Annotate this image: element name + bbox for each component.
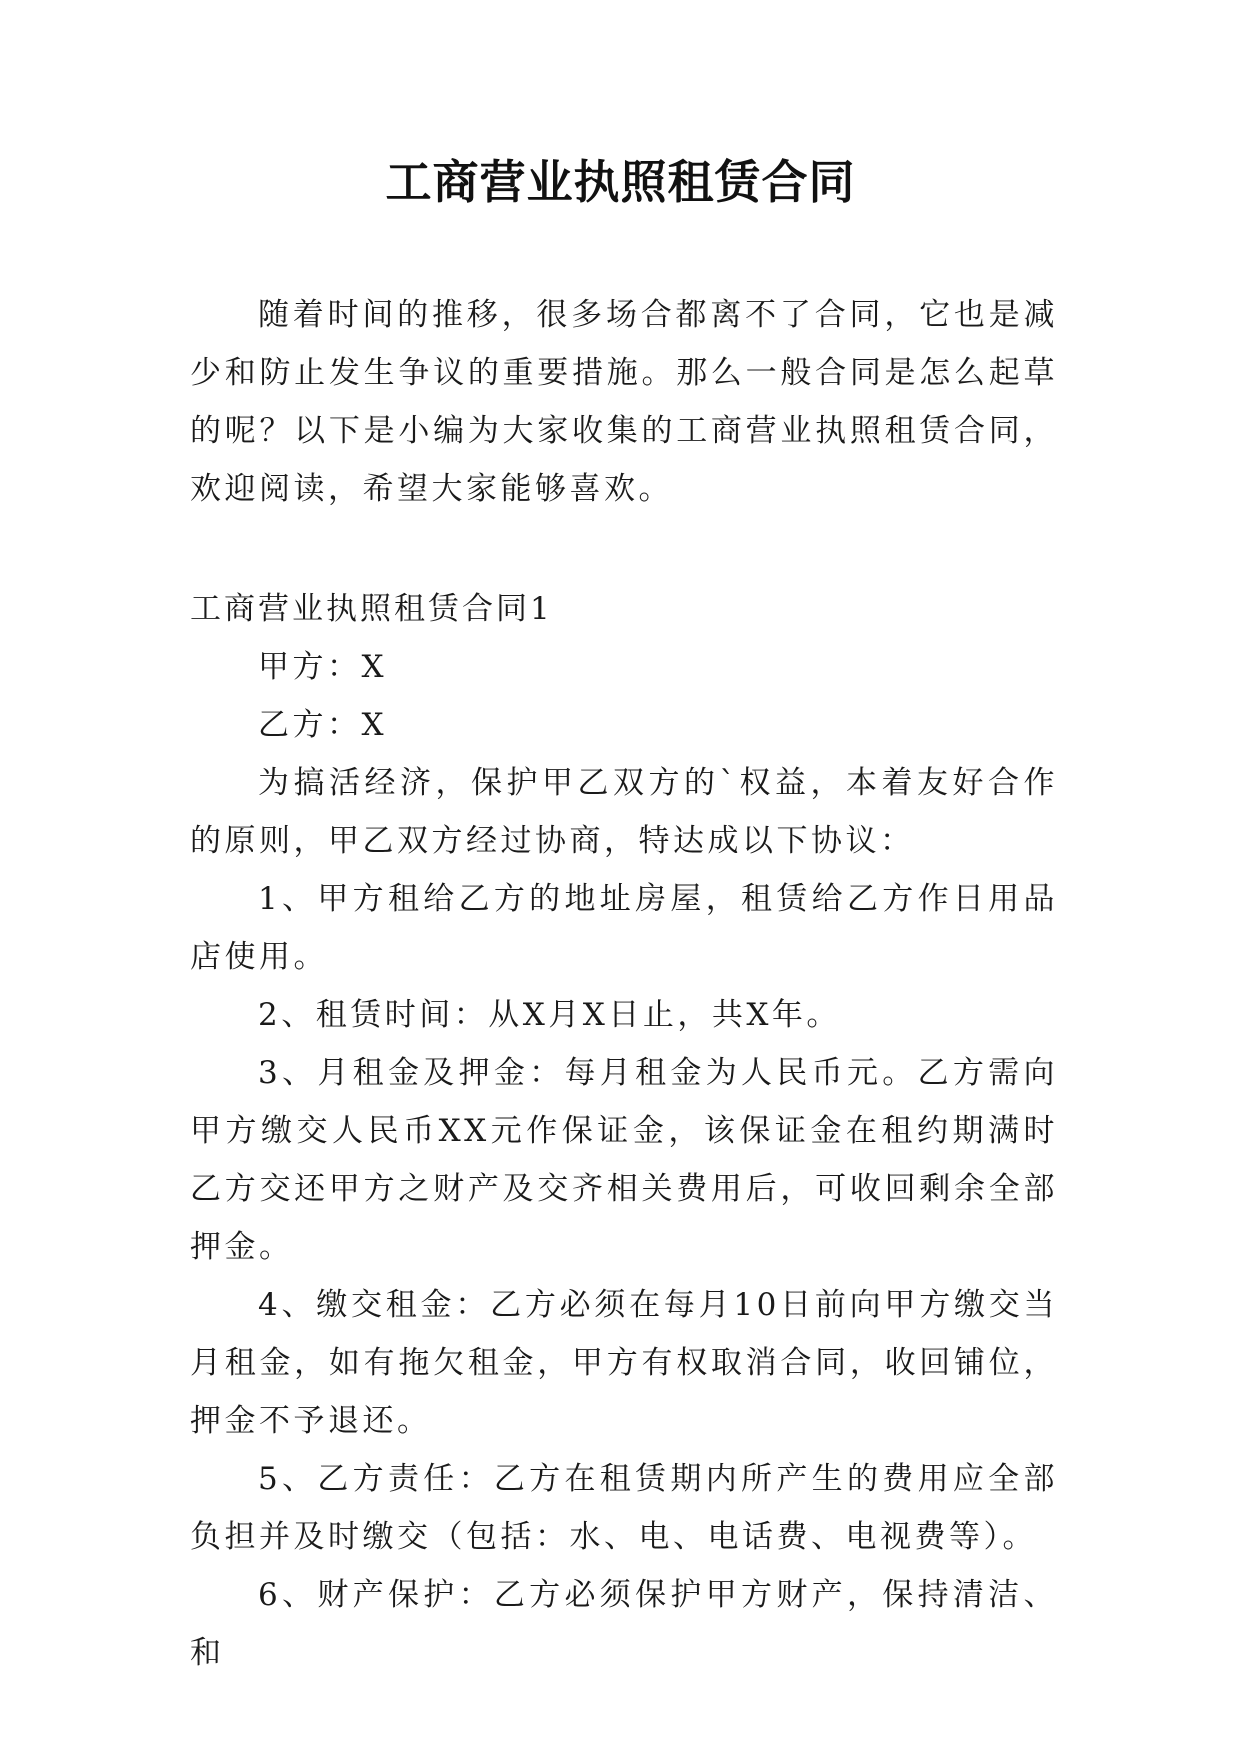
clause-item: 4、缴交租金：乙方必须在每月10日前向甲方缴交当月租金，如有拖欠租金，甲方有权取消合同，收回铺位，押金不予退还。 [190, 1287, 1058, 1439]
clause-item: 6、财产保护：乙方必须保护甲方财产，保持清洁、和 [190, 1577, 1058, 1671]
clause-item: 1、甲方租给乙方的地址房屋，租赁给乙方作日用品店使用。 [190, 881, 1058, 975]
clause-item: 3、月租金及押金：每月租金为人民币元。乙方需向甲方缴交人民币XX元作保证金，该保证金在租约期满时乙方交还甲方之财产及交齐相关费用后，可收回剩余全部押金。 [190, 1055, 1058, 1265]
clause-item: 2、租赁时间：从X月X日止，共X年。 [258, 997, 841, 1033]
document-title: 工商营业执照租赁合同 [385, 155, 856, 209]
clause-item: 5、乙方责任：乙方在租赁期内所产生的费用应全部负担并及时缴交（包括：水、电、电话费、电视费等）。 [190, 1461, 1058, 1555]
party-a-line: 甲方：X [258, 649, 388, 685]
contract-body [190, 638, 1058, 1682]
party-b-line: 乙方：X [258, 707, 388, 743]
preamble-paragraph: 为搞活经济，保护甲乙双方的`权益，本着友好合作的原则，甲乙双方经过协商，特达成以下协议： [190, 765, 1058, 859]
section-heading: 工商营业执照租赁合同1 [190, 591, 553, 627]
intro-paragraph: 随着时间的推移，很多场合都离不了合同，它也是减少和防止发生争议的重要措施。那么一般合同是怎么起草的呢？以下是小编为大家收集的工商营业执照租赁合同，欢迎阅读，希望大家能够喜欢。 [190, 297, 1058, 507]
